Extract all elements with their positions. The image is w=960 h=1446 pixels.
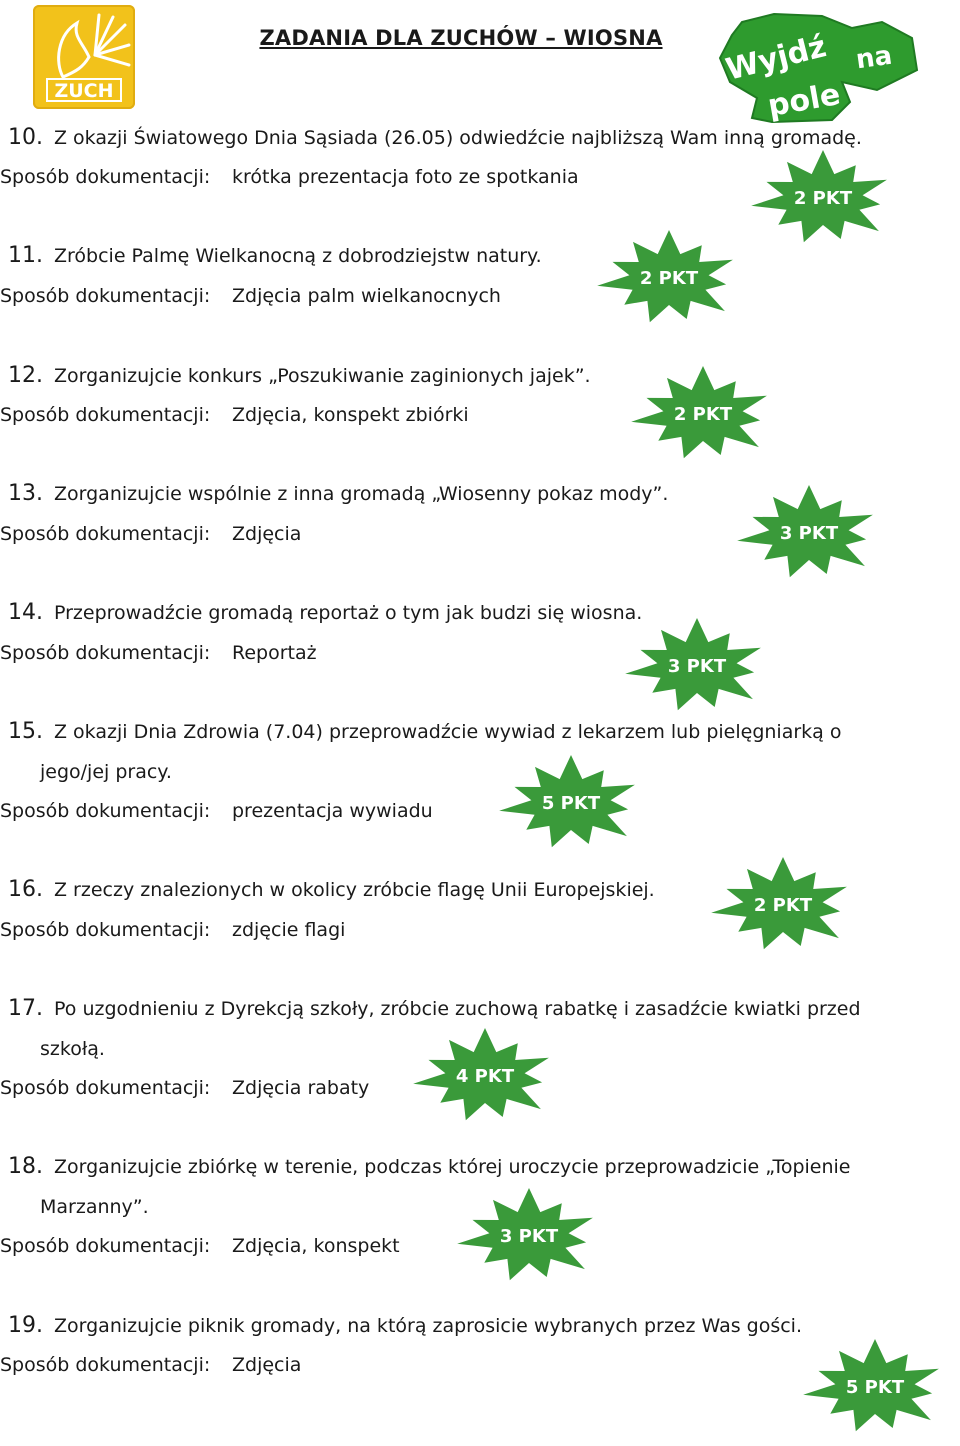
task-number: 17. — [8, 996, 43, 1021]
points-badge — [628, 365, 778, 465]
doc-label: Sposób dokumentacji: — [0, 1235, 211, 1257]
points-badge — [748, 149, 898, 249]
task-text: Przeprowadźcie gromadą reportaż o tym jak budzi się wiosna. — [54, 602, 643, 624]
doc-label: Sposób dokumentacji: — [0, 1354, 211, 1376]
logo-word-3: pole — [765, 76, 843, 125]
points-label: 3 PKT — [779, 523, 839, 544]
doc-value: Zdjęcia palm wielkanocnych — [232, 285, 501, 307]
page-title: ZADANIA DLA ZUCHÓW – WIOSNA — [259, 26, 663, 50]
points-badge — [496, 754, 646, 854]
logo-word-1: Wyjdź — [722, 29, 830, 88]
doc-value: Zdjęcia — [232, 1354, 302, 1376]
task-text: Po uzgodnieniu z Dyrekcją szkoły, zróbcie zuchową rabatkę i zasadźcie kwiatki przed — [54, 998, 861, 1020]
logo-word-2: na — [854, 40, 894, 76]
zuch-logo-text: ZUCH — [54, 80, 114, 102]
task-text: Zorganizujcie zbiórkę w terenie, podczas której uroczycie przeprowadzicie „Topienie — [54, 1156, 851, 1178]
task-number: 16. — [8, 877, 43, 902]
zuch-logo — [33, 5, 135, 109]
task-text: Zorganizujcie wspólnie z inna gromadą „Wiosenny pokaz mody”. — [54, 483, 669, 505]
doc-value: zdjęcie flagi — [232, 919, 346, 941]
doc-label: Sposób dokumentacji: — [0, 285, 211, 307]
task-number: 14. — [8, 600, 43, 625]
task-number: 19. — [8, 1313, 43, 1338]
doc-label: Sposób dokumentacji: — [0, 1077, 211, 1099]
doc-value: Zdjęcia, konspekt zbiórki — [232, 404, 469, 426]
points-badge — [708, 856, 858, 956]
points-badge — [622, 617, 772, 717]
doc-label: Sposób dokumentacji: — [0, 800, 211, 822]
doc-value: Zdjęcia — [232, 523, 302, 545]
doc-label: Sposób dokumentacji: — [0, 642, 211, 664]
points-label: 3 PKT — [499, 1226, 559, 1247]
zuch-emblem-icon — [33, 5, 135, 109]
doc-label: Sposób dokumentacji: — [0, 919, 211, 941]
points-badge — [410, 1027, 560, 1127]
task-number: 10. — [8, 125, 43, 150]
points-label: 4 PKT — [455, 1066, 515, 1087]
task-text: Z okazji Dnia Zdrowia (7.04) przeprowadźcie wywiad z lekarzem lub pielęgniarką o — [54, 721, 842, 743]
doc-label: Sposób dokumentacji: — [0, 404, 211, 426]
points-label: 2 PKT — [673, 404, 733, 425]
points-label: 3 PKT — [667, 656, 727, 677]
task-text: Z rzeczy znalezionych w okolicy zróbcie flagę Unii Europejskiej. — [54, 879, 655, 901]
task-text: Z okazji Światowego Dnia Sąsiada (26.05) odwiedźcie najbliższą Wam inną gromadę. — [54, 127, 862, 149]
doc-value: Zdjęcia, konspekt — [232, 1235, 400, 1257]
task-number: 12. — [8, 363, 43, 388]
task-number: 18. — [8, 1154, 43, 1179]
points-label: 5 PKT — [541, 793, 601, 814]
doc-value: krótka prezentacja foto ze spotkania — [232, 166, 579, 188]
points-badge — [800, 1338, 950, 1438]
task-text-continuation: Marzanny”. — [40, 1196, 149, 1218]
points-label: 5 PKT — [845, 1377, 905, 1398]
points-badge — [734, 484, 884, 584]
task-text-continuation: jego/jej pracy. — [40, 761, 172, 783]
wyjdz-na-pole-logo — [712, 10, 922, 125]
task-number: 15. — [8, 719, 43, 744]
points-label: 2 PKT — [753, 895, 813, 916]
task-number: 13. — [8, 481, 43, 506]
doc-label: Sposób dokumentacji: — [0, 523, 211, 545]
points-label: 2 PKT — [639, 268, 699, 289]
task-text: Zorganizujcie piknik gromady, na którą zaprosicie wybranych przez Was gości. — [54, 1315, 802, 1337]
doc-value: Zdjęcia rabaty — [232, 1077, 370, 1099]
points-label: 2 PKT — [793, 188, 853, 209]
doc-label: Sposób dokumentacji: — [0, 166, 211, 188]
task-number: 11. — [8, 243, 43, 268]
doc-value: Reportaż — [232, 642, 317, 664]
task-text-continuation: szkołą. — [40, 1038, 105, 1060]
task-text: Zorganizujcie konkurs „Poszukiwanie zaginionych jajek”. — [54, 365, 591, 387]
points-badge — [454, 1187, 604, 1287]
doc-value: prezentacja wywiadu — [232, 800, 433, 822]
task-text: Zróbcie Palmę Wielkanocną z dobrodziejstw natury. — [54, 245, 542, 267]
points-badge — [594, 229, 744, 329]
